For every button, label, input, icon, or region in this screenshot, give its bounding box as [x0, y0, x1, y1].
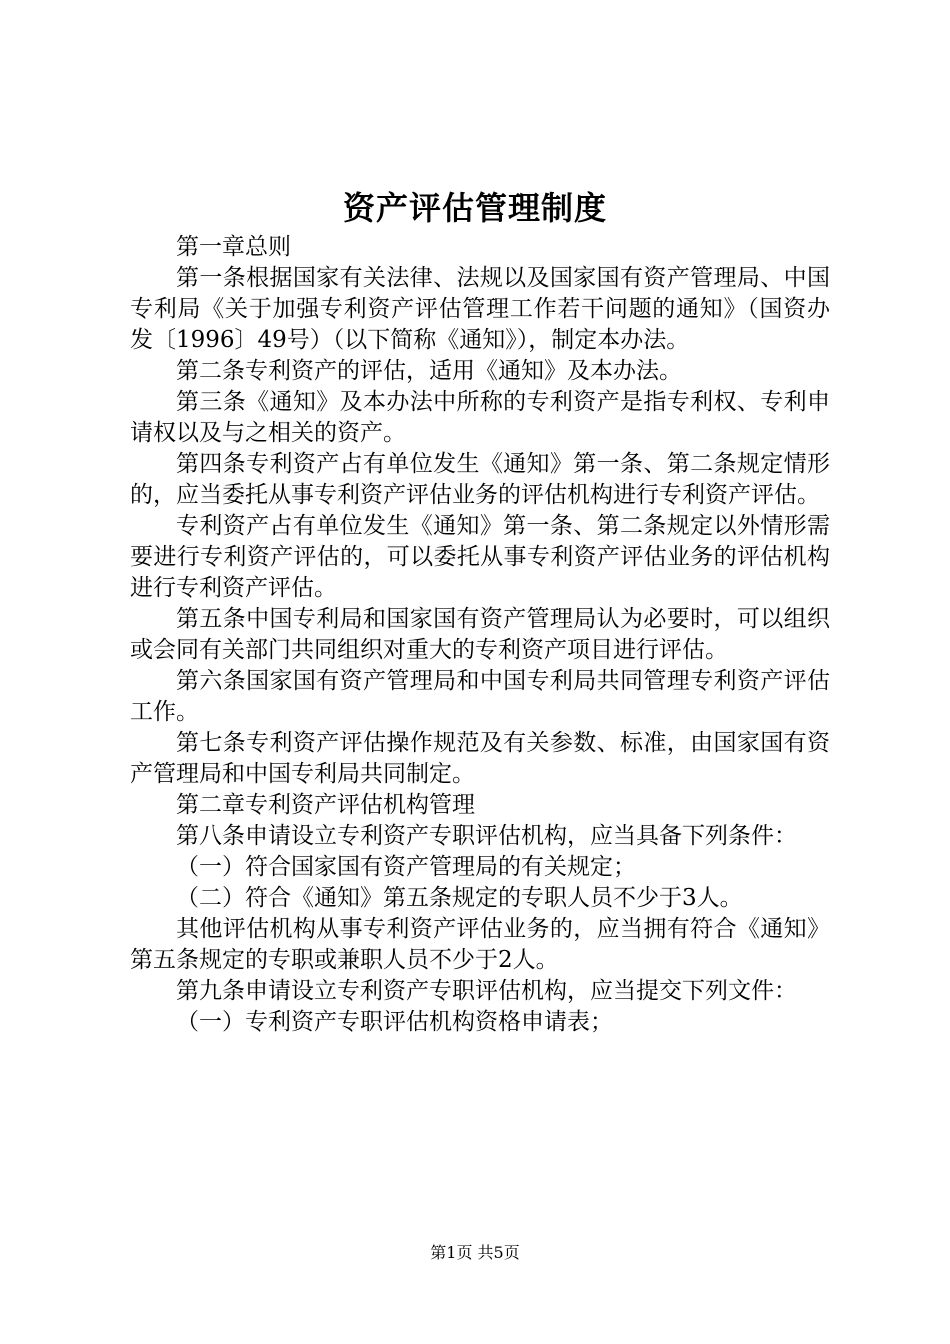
paragraph: （二）符合《通知》第五条规定的专职人员不少于3人。 — [176, 885, 743, 911]
page-number: 第1页 共5页 — [430, 1243, 520, 1262]
document-title: 资产评估管理制度 — [342, 189, 607, 227]
document-body — [130, 232, 830, 1038]
paragraph: （一）符合国家国有资产管理局的有关规定； — [176, 854, 636, 880]
paragraph: 第八条申请设立专利资产专职评估机构，应当具备下列条件： — [176, 823, 797, 849]
paragraph: 第一条根据国家有关法律、法规以及国家国有资产管理局、中国专利局《关于加强专利资产评估管理工作若干问题的通知》（国资办发〔1996〕49号）（以下简称《通知》），制定本办法。 — [130, 265, 830, 353]
paragraph: 第二章专利资产评估机构管理 — [176, 792, 475, 818]
paragraph: 第九条申请设立专利资产专职评估机构，应当提交下列文件： — [176, 978, 797, 1004]
paragraph: 第六条国家国有资产管理局和中国专利局共同管理专利资产评估工作。 — [130, 668, 830, 725]
paragraph: 其他评估机构从事专利资产评估业务的，应当拥有符合《通知》第五条规定的专职或兼职人员不少于2人。 — [130, 916, 830, 973]
paragraph: （一）专利资产专职评估机构资格申请表； — [176, 1009, 613, 1035]
paragraph: 第四条专利资产占有单位发生《通知》第一条、第二条规定情形的，应当委托从事专利资产评估业务的评估机构进行专利资产评估。 — [130, 451, 830, 508]
paragraph: 第三条《通知》及本办法中所称的专利资产是指专利权、专利申请权以及与之相关的资产。 — [130, 389, 830, 446]
paragraph: 第五条中国专利局和国家国有资产管理局认为必要时，可以组织或会同有关部门共同组织对重大的专利资产项目进行评估。 — [130, 606, 830, 663]
paragraph: 专利资产占有单位发生《通知》第一条、第二条规定以外情形需要进行专利资产评估的，可以委托从事专利资产评估业务的评估机构进行专利资产评估。 — [130, 513, 830, 601]
paragraph: 第二条专利资产的评估，适用《通知》及本办法。 — [176, 358, 682, 384]
paragraph: 第七条专利资产评估操作规范及有关参数、标准，由国家国有资产管理局和中国专利局共同制定。 — [130, 730, 830, 787]
paragraph: 第一章总则 — [176, 234, 291, 260]
